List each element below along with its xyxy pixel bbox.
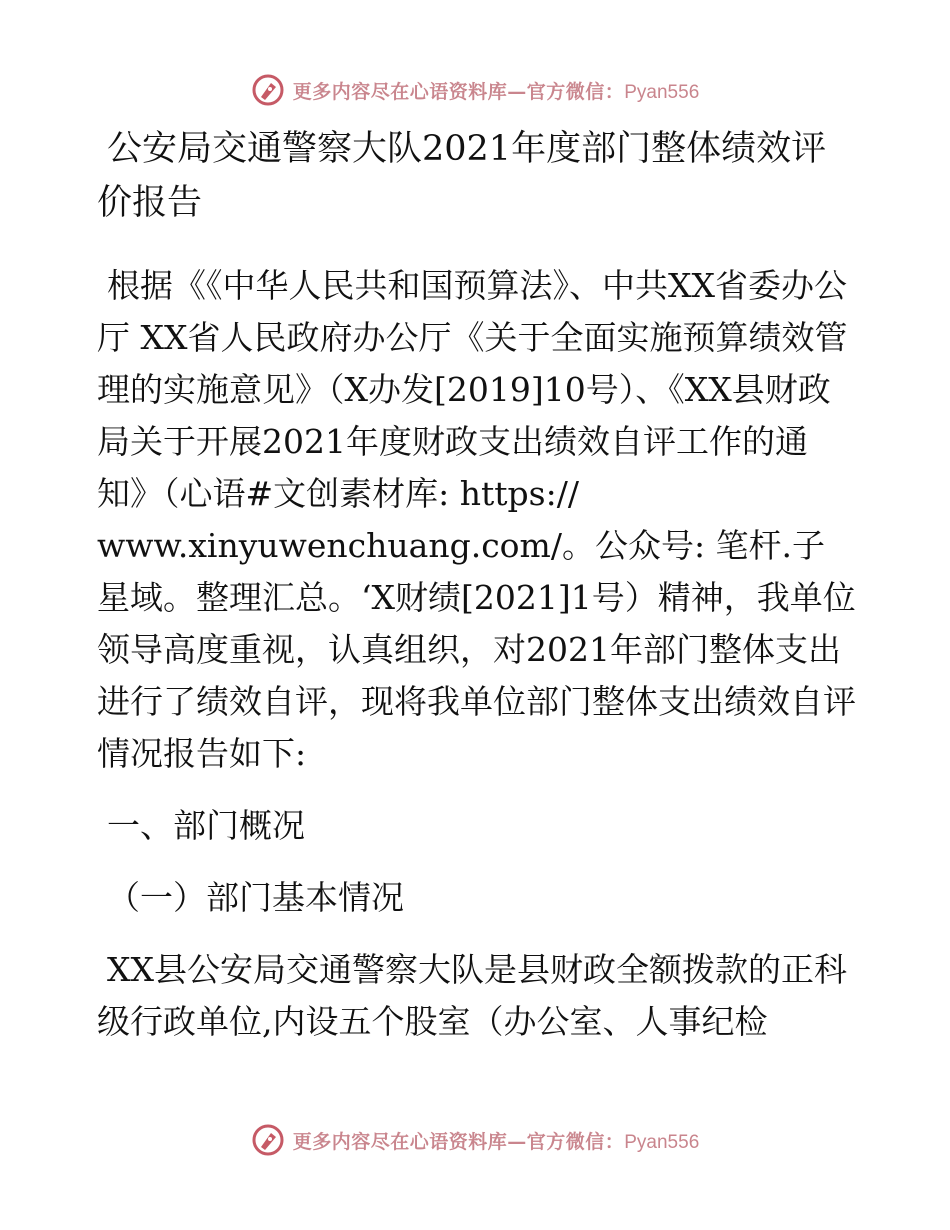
watermark-id: Pyan556 (624, 1131, 700, 1153)
watermark-text: 更多内容尽在心语资料库—官方微信： (292, 80, 625, 103)
footer-watermark (0, 1118, 950, 1162)
section-heading-1: 一、部门概况 (107, 806, 305, 845)
watermark-text: 更多内容尽在心语资料库—官方微信： (292, 1130, 625, 1153)
paragraph-intro: 根据《《中华人民共和国预算法》、中共XX省委办公厅 XX省人民政府办公厅《关于全面实施预算绩效管理的实施意见》（X办发[2019]10号）、《XX县财政局关于开展2021年度财政支出绩效自评工作的通知》（心语#文创素材库: https:// www.xinyuwenchuang.com/。公众号: 笔杆.子星域。整理汇总。‘X财绩[2021]1号）精神，我单位领导高度重视，认真组织，对2021年部门整体支出进行了绩效自评，现将我单位部门整体支出绩效自评情况报告如下: (97, 266, 856, 773)
watermark-id: Pyan556 (624, 81, 700, 103)
pen-nib-circle-icon (251, 1123, 285, 1157)
document-body (97, 122, 857, 1048)
header-watermark (0, 68, 950, 112)
paragraph-dept-overview: XX县公安局交通警察大队是县财政全额拨款的正科级行政单位,内设五个股室（办公室、人事纪检 (97, 950, 847, 1041)
pen-nib-circle-icon (251, 73, 285, 107)
document-title: 公安局交通警察大队2021年度部门整体绩效评价报告 (97, 129, 827, 223)
subsection-heading-1: （一）部门基本情况 (107, 878, 404, 917)
